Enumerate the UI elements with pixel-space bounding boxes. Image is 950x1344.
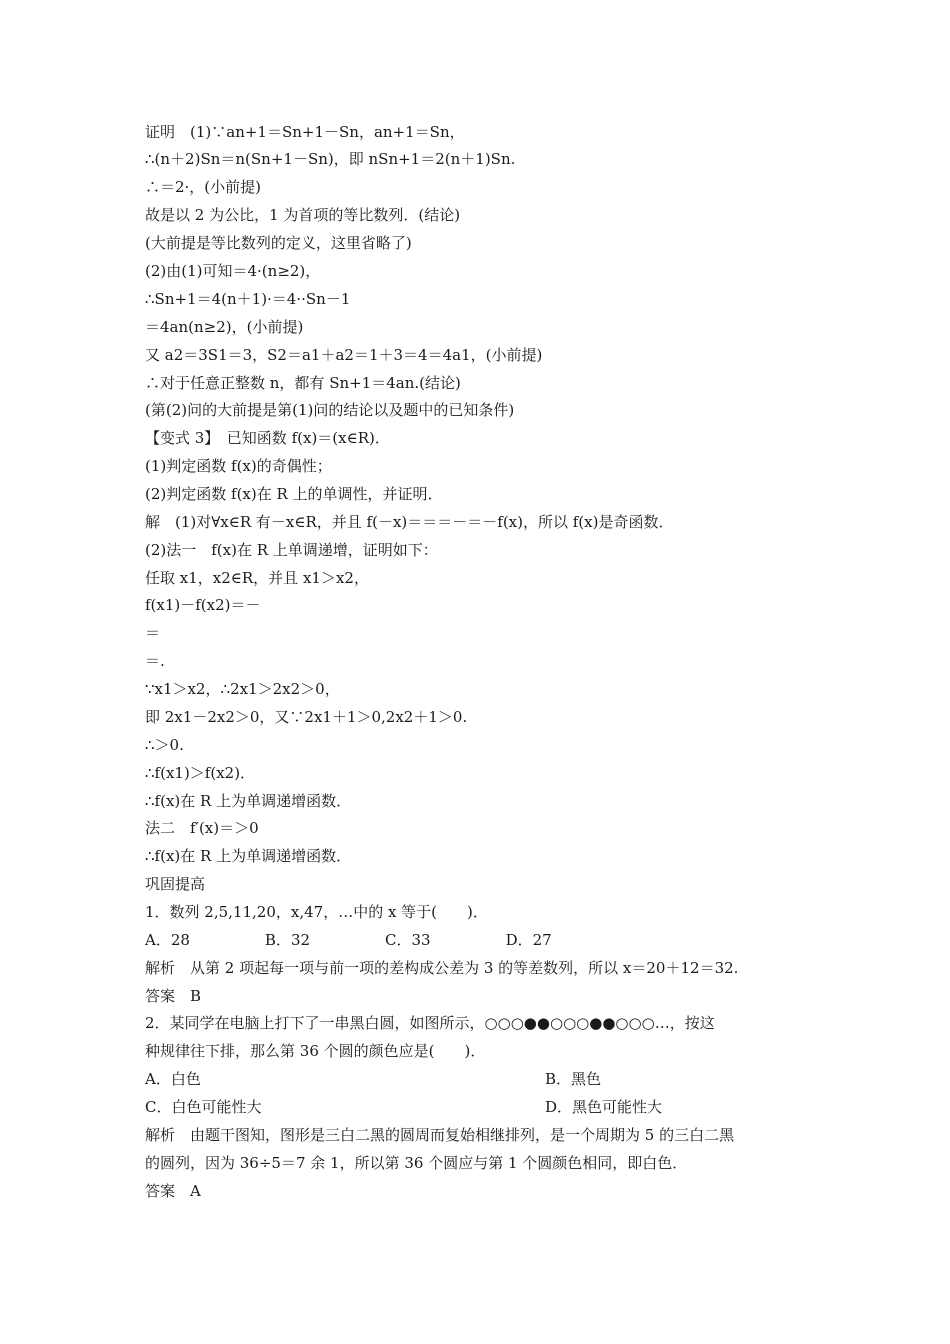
- text-line: 证明 (1)∵an+1＝Sn+1－Sn，an+1＝Sn，: [145, 123, 465, 141]
- text-line: ＝: [145, 624, 161, 642]
- text-line: (1)判定函数 f(x)的奇偶性；: [145, 457, 332, 475]
- section-heading: 巩固提高: [145, 875, 206, 893]
- text-line: ∴＝2·，(小前提): [145, 178, 262, 196]
- text-line: ∴f(x1)＞f(x2)．: [145, 764, 256, 782]
- text-line: ＝.: [145, 652, 165, 670]
- answer-line: 答案 A: [145, 1182, 201, 1200]
- question-line: 种规律往下排，那么第 36 个圆的颜色应是( )．: [145, 1042, 486, 1060]
- text-line: 故是以 2 为公比，1 为首项的等比数列．(结论): [145, 206, 461, 224]
- text-line: (2)法一 f(x)在 R 上单调递增，证明如下：: [145, 541, 438, 559]
- text-line: ∴(n＋2)Sn＝n(Sn+1－Sn)，即 nSn+1＝2(n＋1)Sn.: [145, 150, 516, 168]
- text-line: ＝4an(n≥2)，(小前提): [145, 318, 304, 336]
- text-line: 即 2x1－2x2＞0，又∵2x1＋1＞0,2x2＋1＞0.: [145, 708, 468, 726]
- option-b: B．黑色: [545, 1070, 602, 1088]
- option-c: C．白色可能性大: [145, 1098, 262, 1116]
- text-line: f(x1)－f(x2)＝－: [145, 596, 261, 614]
- text-line: 又 a2＝3S1＝3，S2＝a1＋a2＝1＋3＝4＝4a1，(小前提): [145, 346, 543, 364]
- text-line: (大前提是等比数列的定义，这里省略了): [145, 234, 412, 252]
- text-line: ∵x1＞x2，∴2x1＞2x2＞0，: [145, 680, 340, 698]
- text-line: 解析 从第 2 项起每一项与前一项的差构成公差为 3 的等差数列，所以 x＝20＋12＝32.: [145, 959, 739, 977]
- option-d: D．黑色可能性大: [545, 1098, 663, 1116]
- text-line: 的圆列，因为 36÷5＝7 余 1，所以第 36 个圆应与第 1 个圆颜色相同，即白色．: [145, 1154, 688, 1172]
- question-line: 2．某同学在电脑上打下了一串黑白圆，如图所示，○○○●●○○○●●○○○…，按这: [145, 1014, 715, 1032]
- text-line: ∴f(x)在 R 上为单调递增函数．: [145, 792, 352, 810]
- text-line: ∴f(x)在 R 上为单调递增函数．: [145, 847, 352, 865]
- text-line: 法二 f′(x)＝＞0: [145, 819, 259, 837]
- text-line: ∴对于任意正整数 n，都有 Sn+1＝4an.(结论): [145, 374, 461, 392]
- text-line: 解析 由题干图知，图形是三白二黑的圆周而复始相继排列，是一个周期为 5 的三白二黑: [145, 1126, 735, 1144]
- text-line: 【变式 3】 已知函数 f(x)＝(x∈R)．: [145, 429, 390, 447]
- text-line: 解 (1)对∀x∈R 有－x∈R，并且 f(－x)＝＝＝－＝－f(x)，所以 f(x)是奇函数．: [145, 513, 674, 531]
- text-line: (2)由(1)可知＝4·(n≥2)，: [145, 262, 321, 280]
- option-a: A．白色: [145, 1070, 201, 1088]
- text-line: ∴Sn+1＝4(n＋1)·＝4··Sn－1: [145, 290, 351, 308]
- options-line: A．28 B．32 C．33 D．27: [145, 931, 552, 949]
- text-line: (2)判定函数 f(x)在 R 上的单调性，并证明．: [145, 485, 443, 503]
- text-line: ∴＞0.: [145, 736, 184, 754]
- question-line: 1．数列 2,5,11,20，x,47，…中的 x 等于( )．: [145, 903, 488, 921]
- text-line: (第(2)问的大前提是第(1)问的结论以及题中的已知条件): [145, 401, 515, 419]
- text-line: 任取 x1，x2∈R，并且 x1＞x2，: [145, 569, 369, 587]
- answer-line: 答案 B: [145, 987, 202, 1005]
